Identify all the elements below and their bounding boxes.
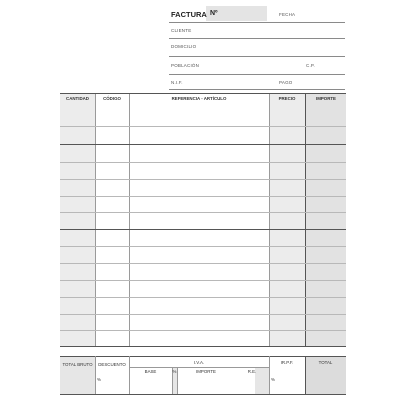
poblacion-field[interactable] bbox=[169, 74, 345, 75]
invoice-title: FACTURA bbox=[171, 10, 207, 19]
importe-column-shade bbox=[306, 94, 346, 347]
table-row[interactable] bbox=[60, 263, 346, 264]
invoice-number-label: Nº bbox=[210, 10, 218, 17]
column-header-precio: PRECIO bbox=[278, 96, 296, 101]
table-row[interactable] bbox=[60, 196, 346, 197]
pago-label: PAGO bbox=[279, 80, 293, 85]
column-divider bbox=[95, 94, 96, 347]
invoice-header bbox=[169, 5, 345, 90]
re-label: R.E. bbox=[247, 369, 257, 374]
poblacion-label: POBLACIÓN bbox=[171, 63, 200, 68]
table-row[interactable] bbox=[60, 144, 346, 145]
table-row[interactable] bbox=[60, 314, 346, 315]
footer-top-border bbox=[60, 356, 346, 357]
descuento-label: DESCUENTO bbox=[98, 362, 126, 367]
base-label: BASE bbox=[144, 369, 157, 374]
header-divider bbox=[169, 22, 345, 23]
table-bottom-border bbox=[60, 346, 346, 347]
table-row[interactable] bbox=[60, 212, 346, 213]
iva-sub-divider bbox=[129, 367, 269, 368]
domicilio-label: DOMICILIO bbox=[171, 44, 197, 49]
irpf-pct-label: % bbox=[271, 377, 275, 382]
column-header-codigo: CÓDIGO bbox=[103, 96, 121, 101]
table-row[interactable] bbox=[60, 330, 346, 331]
cliente-label: CLIENTE bbox=[171, 28, 192, 33]
column-divider bbox=[269, 94, 270, 347]
column-divider bbox=[129, 94, 130, 347]
domicilio-field[interactable] bbox=[169, 56, 345, 57]
table-row[interactable] bbox=[60, 229, 346, 230]
table-row[interactable] bbox=[60, 126, 346, 127]
cliente-field[interactable] bbox=[169, 38, 345, 39]
column-header-cantidad: CANTIDAD bbox=[66, 96, 89, 101]
fecha-label: FECHA bbox=[279, 12, 296, 17]
precio-column-shade bbox=[269, 94, 305, 347]
cp-label: C.P. bbox=[306, 63, 315, 68]
items-table bbox=[60, 93, 346, 346]
totals-footer bbox=[60, 356, 346, 394]
table-row[interactable] bbox=[60, 297, 346, 298]
footer-bottom-border bbox=[60, 394, 346, 395]
table-row[interactable] bbox=[60, 280, 346, 281]
irpf-label: IR.P.F. bbox=[280, 360, 294, 365]
total-label: TOTAL bbox=[318, 360, 333, 365]
column-header-importe: IMPORTE bbox=[315, 96, 336, 101]
column-divider bbox=[305, 94, 306, 347]
nif-field[interactable] bbox=[169, 89, 345, 90]
nif-label: N.I.F. bbox=[171, 80, 183, 85]
iva-pct-label: % bbox=[172, 369, 177, 374]
total-bruto-label: TOTAL BRUTO bbox=[62, 362, 93, 367]
table-row[interactable] bbox=[60, 246, 346, 247]
iva-importe-label: IMPORTE bbox=[196, 369, 216, 374]
table-row[interactable] bbox=[60, 179, 346, 180]
table-row[interactable] bbox=[60, 162, 346, 163]
iva-label: I.V.A. bbox=[193, 360, 205, 365]
column-header-referencia: REFERENCIA - ARTÍCULO bbox=[171, 96, 227, 101]
descuento-pct-label: % bbox=[97, 377, 101, 382]
cantidad-column-shade bbox=[60, 94, 95, 347]
